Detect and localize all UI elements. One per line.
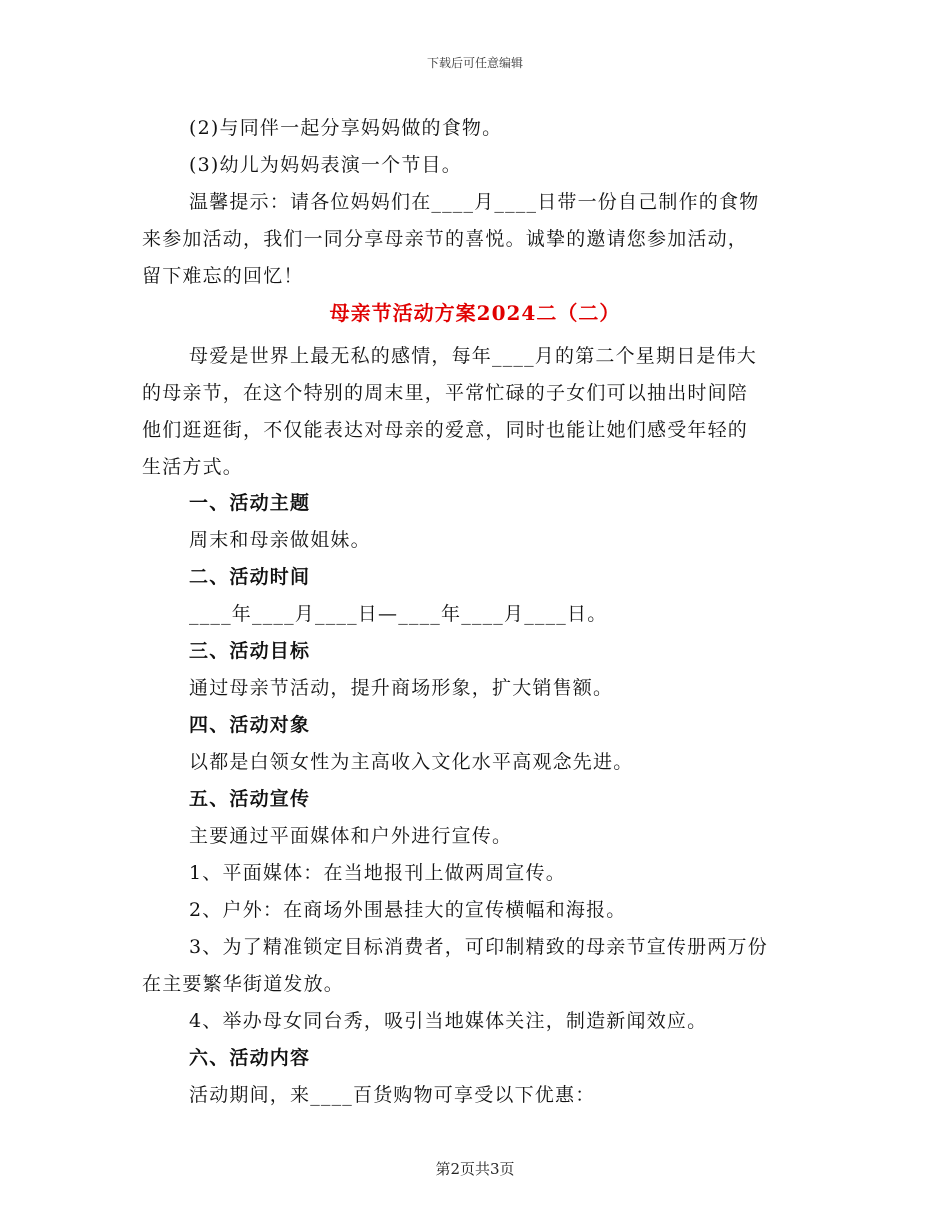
paragraph-line: 通过母亲节活动，提升商场形象，扩大销售额。 xyxy=(189,677,614,699)
list-item: 3、为了精准锁定目标消费者，可印制精致的母亲节宣传册两万份 xyxy=(189,936,768,958)
paragraph-line: 生活方式。 xyxy=(142,456,244,478)
heading-promotion: 五、活动宣传 xyxy=(189,788,311,810)
paragraph-line: 母爱是世界上最无私的感情，每年____月的第二个星期日是伟大 xyxy=(189,345,758,367)
section-title: 母亲节活动方案2024二（二） xyxy=(329,301,621,325)
heading-content: 六、活动内容 xyxy=(189,1047,311,1069)
paragraph-line: 周末和母亲做姐妹。 xyxy=(189,529,371,551)
page-header: 下载后可任意编辑 xyxy=(426,56,523,70)
list-item: 4、举办母女同台秀，吸引当地媒体关注，制造新闻效应。 xyxy=(189,1010,708,1032)
paragraph-line: 他们逛逛街，不仅能表达对母亲的爱意，同时也能让她们感受年轻的 xyxy=(142,419,749,441)
paragraph-line: 以都是白领女性为主高收入文化水平高观念先进。 xyxy=(189,751,634,773)
paragraph-line: 在主要繁华街道发放。 xyxy=(142,973,345,995)
list-item: 2、户外：在商场外围悬挂大的宣传横幅和海报。 xyxy=(189,899,627,921)
paragraph-line: 温馨提示：请各位妈妈们在____月____日带一份自己制作的食物 xyxy=(189,191,760,213)
heading-theme: 一、活动主题 xyxy=(189,492,311,514)
heading-time: 二、活动时间 xyxy=(189,566,311,588)
list-item: (3)幼儿为妈妈表演一个节目。 xyxy=(189,154,462,176)
heading-goal: 三、活动目标 xyxy=(189,640,311,662)
paragraph-line: 主要通过平面媒体和户外进行宣传。 xyxy=(189,825,513,847)
paragraph-line: 留下难忘的回忆！ xyxy=(142,265,304,287)
list-item: 1、平面媒体：在当地报刊上做两周宣传。 xyxy=(189,862,566,884)
paragraph-line: 来参加活动，我们一同分享母亲节的喜悦。诚挚的邀请您参加活动， xyxy=(142,228,749,250)
paragraph-line: 活动期间，来____百货购物可享受以下优惠： xyxy=(189,1084,596,1106)
paragraph-line: ____年____月____日—____年____月____日。 xyxy=(189,603,608,625)
list-item: (2)与同伴一起分享妈妈做的食物。 xyxy=(189,117,503,139)
heading-audience: 四、活动对象 xyxy=(189,714,311,736)
page-footer: 第2页共3页 xyxy=(435,1160,515,1178)
paragraph-line: 的母亲节，在这个特别的周末里，平常忙碌的子女们可以抽出时间陪 xyxy=(142,382,749,404)
